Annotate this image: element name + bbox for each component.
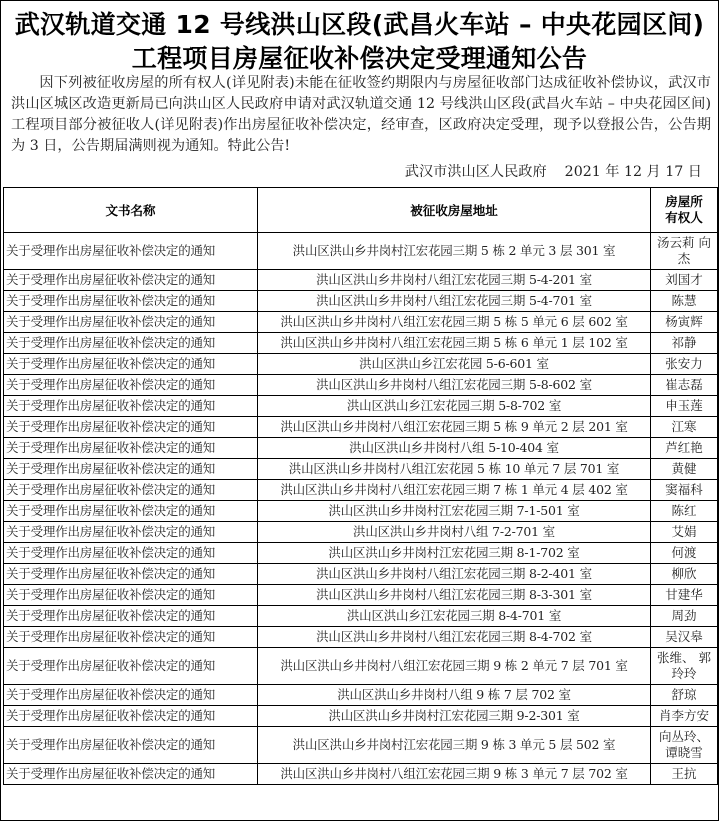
document-name-cell: 关于受理作出房屋征收补偿决定的通知 [4,354,258,375]
table-row [4,706,718,727]
table-row [4,333,718,354]
owner-cell: 汤云莉 向杰 [651,233,718,270]
document-name-cell: 关于受理作出房屋征收补偿决定的通知 [4,480,258,501]
document-name-cell: 关于受理作出房屋征收补偿决定的通知 [4,459,258,480]
owner-cell: 黄健 [651,459,718,480]
table-row [4,648,718,685]
document-name-cell: 关于受理作出房屋征收补偿决定的通知 [4,727,258,764]
owner-cell: 张安力 [651,354,718,375]
table-row [4,375,718,396]
table-row [4,522,718,543]
notice-title-line-1: 武汉轨道交通 12 号线洪山区段(武昌火车站 – 中央花园区间) [14,10,705,39]
address-cell: 洪山区洪山乡井岗村八组江宏花园三期 5 栋 6 单元 1 层 102 室 [258,333,651,354]
address-cell: 洪山区洪山乡井岗村八组江宏花园三期 9 栋 2 单元 7 层 701 室 [258,648,651,685]
document-name-cell: 关于受理作出房屋征收补偿决定的通知 [4,564,258,585]
owner-cell: 吴汉皋 [651,627,718,648]
address-cell: 洪山区洪山乡井岗村江宏花园三期 9-2-301 室 [258,706,651,727]
address-cell: 洪山区洪山乡井岗村八组江宏花园三期 7 栋 1 单元 4 层 402 室 [258,480,651,501]
document-name-cell: 关于受理作出房屋征收补偿决定的通知 [4,375,258,396]
column-header-address: 被征收房屋地址 [258,188,651,233]
table-row [4,606,718,627]
column-header-document: 文书名称 [4,188,258,233]
table-row [4,417,718,438]
address-cell: 洪山区洪山乡井岗村江宏花园三期 5 栋 2 单元 3 层 301 室 [258,233,651,270]
table-row [4,233,718,270]
column-header-owner-label: 房屋所有权人 [665,194,703,225]
address-cell: 洪山区洪山乡井岗村八组江宏花园 5 栋 10 单元 7 层 701 室 [258,459,651,480]
address-cell: 洪山区洪山乡井岗村八组江宏花园三期 8-2-401 室 [258,564,651,585]
notice-body: 因下列被征收房屋的所有权人(详见附表)未能在征收签约期限内与房屋征收部门达成征收补偿协议，武汉市洪山区城区改造更新局已向洪山区人民政府申请对武汉轨道交通 12 号线洪山区段(武昌火车站 – 中央花园区间)工程项目部分被征收人(详见附表)作出房屋征收补偿决定，经审查，区政府决定受理，现予以登报公告，公告期为 3 日，公告期届满则视为通知。特此公告! [11,75,711,154]
owner-cell: 江寒 [651,417,718,438]
table-row [4,501,718,522]
address-cell: 洪山区洪山乡井岗村八组江宏花园三期 9 栋 3 单元 7 层 702 室 [258,764,651,785]
owner-cell: 刘国才 [651,270,718,291]
owner-cell: 芦红艳 [651,438,718,459]
document-name-cell: 关于受理作出房屋征收补偿决定的通知 [4,706,258,727]
document-name-cell: 关于受理作出房屋征收补偿决定的通知 [4,501,258,522]
column-header-owner [651,188,718,233]
owner-cell: 肖李方安 [651,706,718,727]
address-cell: 洪山区洪山乡井岗村八组 5-10-404 室 [258,438,651,459]
owner-cell: 申玉莲 [651,396,718,417]
document-name-cell: 关于受理作出房屋征收补偿决定的通知 [4,685,258,706]
document-name-cell: 关于受理作出房屋征收补偿决定的通知 [4,438,258,459]
document-name-cell: 关于受理作出房屋征收补偿决定的通知 [4,648,258,685]
document-name-cell: 关于受理作出房屋征收补偿决定的通知 [4,312,258,333]
address-cell: 洪山区洪山乡井岗村八组 9 栋 7 层 702 室 [258,685,651,706]
owner-cell: 陈红 [651,501,718,522]
table-header-row [4,188,718,233]
address-cell: 洪山区洪山乡井岗村八组 7-2-701 室 [258,522,651,543]
owner-cell: 柳欣 [651,564,718,585]
table-row [4,685,718,706]
document-name-cell: 关于受理作出房屋征收补偿决定的通知 [4,396,258,417]
table-row [4,312,718,333]
document-name-cell: 关于受理作出房屋征收补偿决定的通知 [4,291,258,312]
document-name-cell: 关于受理作出房屋征收补偿决定的通知 [4,522,258,543]
document-name-cell: 关于受理作出房屋征收补偿决定的通知 [4,233,258,270]
table-row [4,396,718,417]
table-row [4,727,718,764]
address-cell: 洪山区洪山乡江宏花园 5-6-601 室 [258,354,651,375]
address-cell: 洪山区洪山乡江宏花园三期 8-4-701 室 [258,606,651,627]
owner-cell: 王抗 [651,764,718,785]
owner-cell: 何渡 [651,543,718,564]
table-row [4,764,718,785]
address-cell: 洪山区洪山乡井岗村八组江宏花园三期 5 栋 9 单元 2 层 201 室 [258,417,651,438]
document-name-cell: 关于受理作出房屋征收补偿决定的通知 [4,606,258,627]
owner-cell: 杨寅辉 [651,312,718,333]
table-row [4,480,718,501]
owner-cell: 周劲 [651,606,718,627]
owner-cell: 祁静 [651,333,718,354]
owner-cell: 崔志磊 [651,375,718,396]
address-cell: 洪山区洪山乡井岗村八组江宏花园三期 8-4-702 室 [258,627,651,648]
address-cell: 洪山区洪山乡井岗村江宏花园三期 9 栋 3 单元 5 层 502 室 [258,727,651,764]
document-name-cell: 关于受理作出房屋征收补偿决定的通知 [4,333,258,354]
owner-cell: 艾娟 [651,522,718,543]
table-row [4,543,718,564]
address-cell: 洪山区洪山乡井岗村八组江宏花园三期 5 栋 5 单元 6 层 602 室 [258,312,651,333]
signature-line [405,161,702,181]
address-cell: 洪山区洪山乡井岗村八组江宏花园三期 8-3-301 室 [258,585,651,606]
expropriation-table [3,187,718,785]
owner-cell: 张维、 郭玲玲 [651,648,718,685]
document-name-cell: 关于受理作出房屋征收补偿决定的通知 [4,417,258,438]
address-cell: 洪山区洪山乡井岗村江宏花园三期 7-1-501 室 [258,501,651,522]
owner-cell: 窦福科 [651,480,718,501]
notice-title-line-2: 工程项目房屋征收补偿决定受理通知公告 [131,44,588,73]
owner-cell: 甘建华 [651,585,718,606]
table-row [4,270,718,291]
table-row [4,438,718,459]
issue-date: 2021 年 12 月 17 日 [564,164,702,180]
owner-cell: 舒琼 [651,685,718,706]
document-name-cell: 关于受理作出房屋征收补偿决定的通知 [4,543,258,564]
address-cell: 洪山区洪山乡井岗村八组江宏花园三期 5-4-201 室 [258,270,651,291]
address-cell: 洪山区洪山乡井岗村江宏花园三期 8-1-702 室 [258,543,651,564]
table-row [4,291,718,312]
table-row [4,459,718,480]
document-name-cell: 关于受理作出房屋征收补偿决定的通知 [4,270,258,291]
table-row [4,627,718,648]
table-row [4,585,718,606]
table-row [4,564,718,585]
address-cell: 洪山区洪山乡井岗村八组江宏花园三期 5-4-701 室 [258,291,651,312]
owner-cell: 陈慧 [651,291,718,312]
document-name-cell: 关于受理作出房屋征收补偿决定的通知 [4,627,258,648]
issuing-authority: 武汉市洪山区人民政府 [404,164,547,180]
owner-cell: 向丛玲、 谭晓雪 [651,727,718,764]
address-cell: 洪山区洪山乡江宏花园三期 5-8-702 室 [258,396,651,417]
document-name-cell: 关于受理作出房屋征收补偿决定的通知 [4,764,258,785]
table-row [4,354,718,375]
address-cell: 洪山区洪山乡井岗村八组江宏花园三期 5-8-602 室 [258,375,651,396]
document-name-cell: 关于受理作出房屋征收补偿决定的通知 [4,585,258,606]
